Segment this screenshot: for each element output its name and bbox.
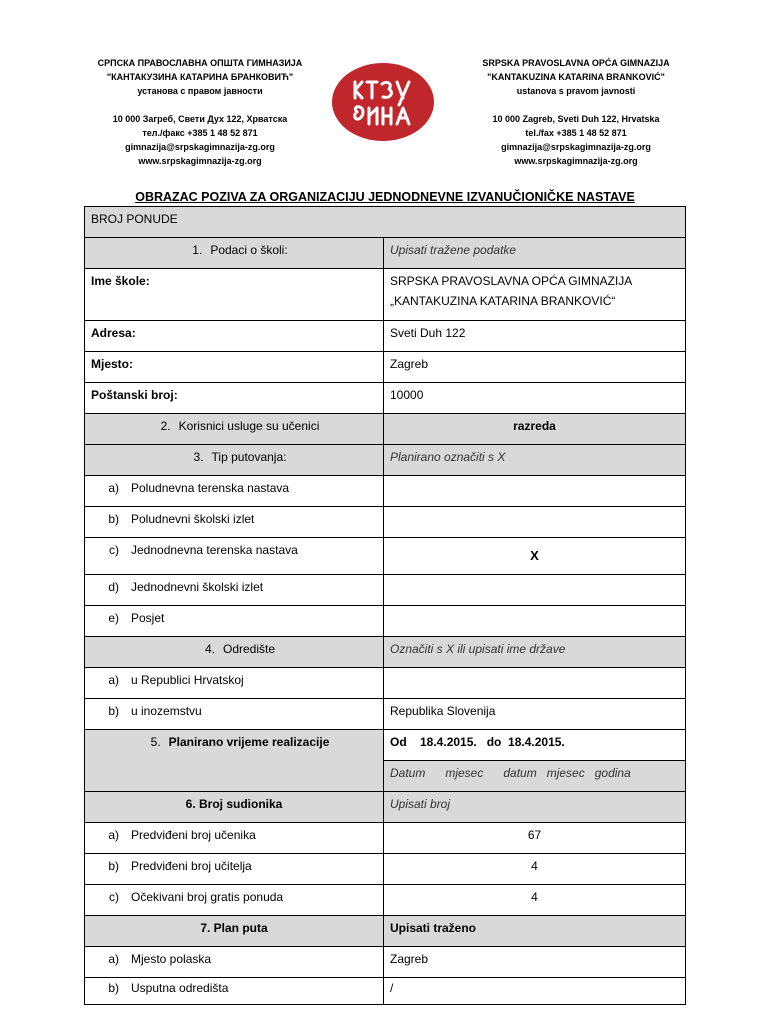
- field-label: Poštanski broj:: [85, 383, 384, 414]
- field-value: [384, 575, 686, 606]
- field-value: SRPSKA PRAVOSLAVNA OPĆA GIMNAZIJA „KANTAKUZINA KATARINA BRANKOVIĆ“: [384, 269, 686, 321]
- school-name-line: СРПСКА ПРАВОСЛАВНА ОПШТА ГИМНАЗИЈА: [97, 58, 303, 68]
- list-item: a) u Republici Hrvatskoj: [85, 668, 686, 699]
- section-row: 2. Korisnici usluge su učenici razreda: [85, 414, 686, 445]
- field-value: [384, 606, 686, 637]
- section-row: 3. Tip putovanja: Planirano označiti s X: [85, 445, 686, 476]
- website-line: www.srpskagimnazija-zg.org: [138, 156, 262, 166]
- field-label: Mjesto:: [85, 352, 384, 383]
- section-row: [85, 792, 686, 823]
- list-item: e) Posjet: [85, 606, 686, 637]
- list-item: b) Poludnevni školski izlet: [85, 507, 686, 538]
- section-label: 6. Broj sudionika: [85, 792, 384, 823]
- website-line: www.srpskagimnazija-zg.org: [514, 156, 638, 166]
- list-item: a) Predviđeni broj učenika 67: [85, 823, 686, 854]
- field-value: 4: [384, 854, 686, 885]
- school-name-line: SRPSKA PRAVOSLAVNA OPĆA GIMNAZIJA: [482, 58, 670, 68]
- form-title: OBRAZAC POZIVA ZA ORGANIZACIJU JEDNODNEVNE IZVANUČIONIČKE NASTAVE: [135, 190, 635, 204]
- field-row-school-name: [85, 269, 686, 321]
- section-row: 5. Planirano vrijeme realizacije Od 18.4.2015. do 18.4.2015.: [85, 730, 686, 761]
- section-hint: Planirano označiti s X: [384, 445, 686, 476]
- email-line: gimnazija@srpskagimnazija-zg.org: [501, 142, 651, 152]
- date-range-value: Od 18.4.2015. do 18.4.2015.: [384, 730, 686, 761]
- section-hint: Označiti s X ili upisati ime države: [384, 637, 686, 668]
- trip-form-table: [84, 206, 686, 1005]
- section-label: Planirano vrijeme realizacije: [168, 735, 330, 749]
- phone-line: тел./факс +385 1 48 52 871: [142, 128, 258, 138]
- field-label: Adresa:: [85, 321, 384, 352]
- school-status-line: установа с правом јавности: [137, 86, 263, 96]
- field-value: Sveti Duh 122: [384, 321, 686, 352]
- field-value: [384, 476, 686, 507]
- header-right-latin: [446, 56, 706, 168]
- section-row: 4. Odredište Označiti s X ili upisati ime države: [85, 637, 686, 668]
- field-row-city: [85, 352, 686, 383]
- phone-line: tel./fax +385 1 48 52 871: [525, 128, 627, 138]
- section-label: Podaci o školi:: [210, 243, 288, 257]
- section-value: razreda: [384, 414, 686, 445]
- section-row: [85, 916, 686, 947]
- field-value: X: [384, 538, 686, 575]
- list-item: b) Usputna odredišta /: [85, 978, 686, 1005]
- section-hint: Upisati traženo: [384, 916, 686, 947]
- section-label: 7. Plan puta: [85, 916, 384, 947]
- field-row-postal-code: [85, 383, 686, 414]
- offer-number-label: BROJ PONUDE: [91, 212, 178, 226]
- list-item: c) Očekivani broj gratis ponuda 4: [85, 885, 686, 916]
- list-item: a) Poludnevna terenska nastava: [85, 476, 686, 507]
- list-item: b) Predviđeni broj učitelja 4: [85, 854, 686, 885]
- field-value: Republika Slovenija: [384, 699, 686, 730]
- section-label: Tip putovanja:: [211, 450, 287, 464]
- list-item: a) Mjesto polaska Zagreb: [85, 947, 686, 978]
- date-format-hint: Datum mjesec datum mjesec godina: [384, 761, 686, 792]
- field-row-address: [85, 321, 686, 352]
- offer-number-row: [85, 207, 686, 238]
- field-value: Zagreb: [384, 947, 686, 978]
- school-name-line: "KANTAKUZINA KATARINA BRANKOVIĆ": [487, 72, 665, 82]
- section-hint: Upisati broj: [384, 792, 686, 823]
- field-value: 4: [384, 885, 686, 916]
- address-line: 10 000 Загреб, Свети Дух 122, Хрватска: [112, 114, 288, 124]
- field-value: [384, 668, 686, 699]
- email-line: gimnazija@srpskagimnazija-zg.org: [125, 142, 275, 152]
- field-label: Ime škole:: [85, 269, 384, 321]
- school-name-line: "КАНТАКУЗИНА КАТАРИНА БРАНКОВИЋ": [106, 72, 294, 82]
- field-value: Zagreb: [384, 352, 686, 383]
- section-row: 1. Podaci o školi: Upisati tražene podatke: [85, 238, 686, 269]
- list-item: c) Jednodnevna terenska nastava X: [85, 538, 686, 575]
- header-left-cyrillic: [70, 56, 330, 168]
- section-label: Odredište: [222, 642, 276, 656]
- field-value: /: [384, 978, 686, 1005]
- address-line: 10 000 Zagreb, Sveti Duh 122, Hrvatska: [492, 114, 660, 124]
- field-value: 67: [384, 823, 686, 854]
- school-logo: [331, 62, 435, 142]
- section-label: Korisnici usluge su učenici: [178, 419, 320, 433]
- field-value: 10000: [384, 383, 686, 414]
- school-status-line: ustanova s pravom javnosti: [516, 86, 636, 96]
- section-hint: Upisati tražene podatke: [384, 238, 686, 269]
- field-value: [384, 507, 686, 538]
- list-item: d) Jednodnevni školski izlet: [85, 575, 686, 606]
- list-item: b) u inozemstvu Republika Slovenija: [85, 699, 686, 730]
